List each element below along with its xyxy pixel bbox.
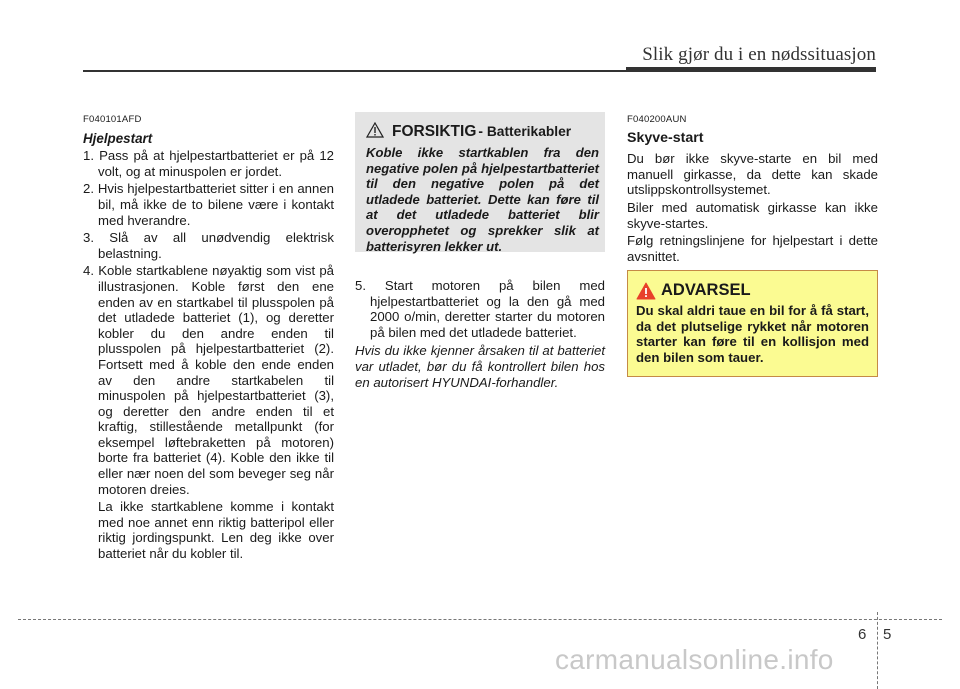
warning-label: ADVARSEL: [661, 281, 751, 299]
chapter-number: 6: [858, 626, 867, 643]
header-rule: [83, 70, 876, 72]
paragraph: Biler med automatisk girkasse kan ikke skyve-startes.: [627, 199, 878, 231]
watermark: carmanualsonline.info: [555, 644, 834, 675]
step-item: 1. Pass på at hjelpestartbatteriet er på 12 volt, og at minuspolen er jordet.: [83, 148, 334, 179]
dealer-note: Hvis du ikke kjenner årsaken til at batteriet var utladet, bør du få kontrollert bilen hos en autorisert HYUNDAI-forhandler.: [355, 343, 605, 390]
warning-text: Du skal aldri taue en bil for å få start, da det plutselige rykket når motoren starter kan føre til en kollisjon med den bilen som tauer.: [636, 303, 869, 365]
caution-label: FORSIKTIG: [392, 123, 477, 140]
section-code: F040200AUN: [627, 114, 687, 125]
step-item: 3. Slå av all unødvendig elektrisk belastning.: [83, 230, 334, 261]
paragraph: Følg retningslinjene for hjelpestart i dette avsnittet.: [627, 233, 878, 264]
connection-note: La ikke startkablene komme i kontakt med noe annet enn riktig batteripol eller riktig jordingspunkt. Len deg ikke over batteriet når du kobler til.: [98, 499, 334, 562]
section-code: F040101AFD: [83, 114, 142, 125]
page-number: 5: [883, 626, 892, 643]
step-list: [355, 278, 605, 340]
paragraph: Du bør ikke skyve-starte en bil med manuell girkasse, da dette kan skade utslippskontrollsystemet.: [627, 151, 878, 198]
section-heading: Skyve-start: [627, 129, 704, 146]
caution-sublabel: - Batterikabler: [478, 124, 572, 139]
footer-rule: [18, 619, 942, 620]
warning-header: [636, 281, 869, 300]
step-item: 2. Hvis hjelpestartbatteriet sitter i en annen bil, må ikke de to bilene være i kontakt med hverandre.: [83, 181, 334, 228]
caution-triangle-icon: [366, 122, 384, 138]
page-header-title: Slik gjør du i en nødssituasjon: [642, 44, 876, 65]
section-subheading: Hjelpestart: [83, 130, 153, 146]
step-item: 4. Koble startkablene nøyaktig som vist på illustrasjonen. Koble først den ene enden av en startkabel til plusspolen på det utladede batteriet (1), og deretter kobler du den andre enden til plusspolen på hjelpestartbatteriet (2). Fortsett med å koble den ende enden av den andre startkabelen til minuspolen på hjelpestartbatteriet (3), og deretter den andre enden til et kraftig, stillestående metallpunkt (for eksempel løftebraketten på motoren) borte fra batteriet (4). Koble den ikke til eller nær noen del som beveger seg når motoren dreies.: [83, 263, 334, 497]
step-list: [83, 148, 334, 497]
left-column: [83, 112, 334, 562]
caution-box: [355, 112, 605, 252]
caution-text: Koble ikke startkablen fra den negative polen på hjelpestartbatteriet til den negative polen på det utladede batteriet. Dette kan føre til at det utladede batteriet blir overopphetet og sprekker slik at batterisyren lekker ut.: [366, 145, 599, 254]
footer-divider: [877, 612, 878, 689]
right-column: [627, 112, 878, 264]
warning-triangle-icon: [636, 282, 656, 300]
warning-box: [627, 270, 878, 377]
caution-header: [366, 120, 599, 141]
middle-column: [355, 278, 605, 390]
step-item: 5. Start motoren på bilen med hjelpestartbatteriet og la den gå med 2000 o/min, deretter starter du motoren på bilen med det utladede batteriet.: [355, 278, 605, 340]
